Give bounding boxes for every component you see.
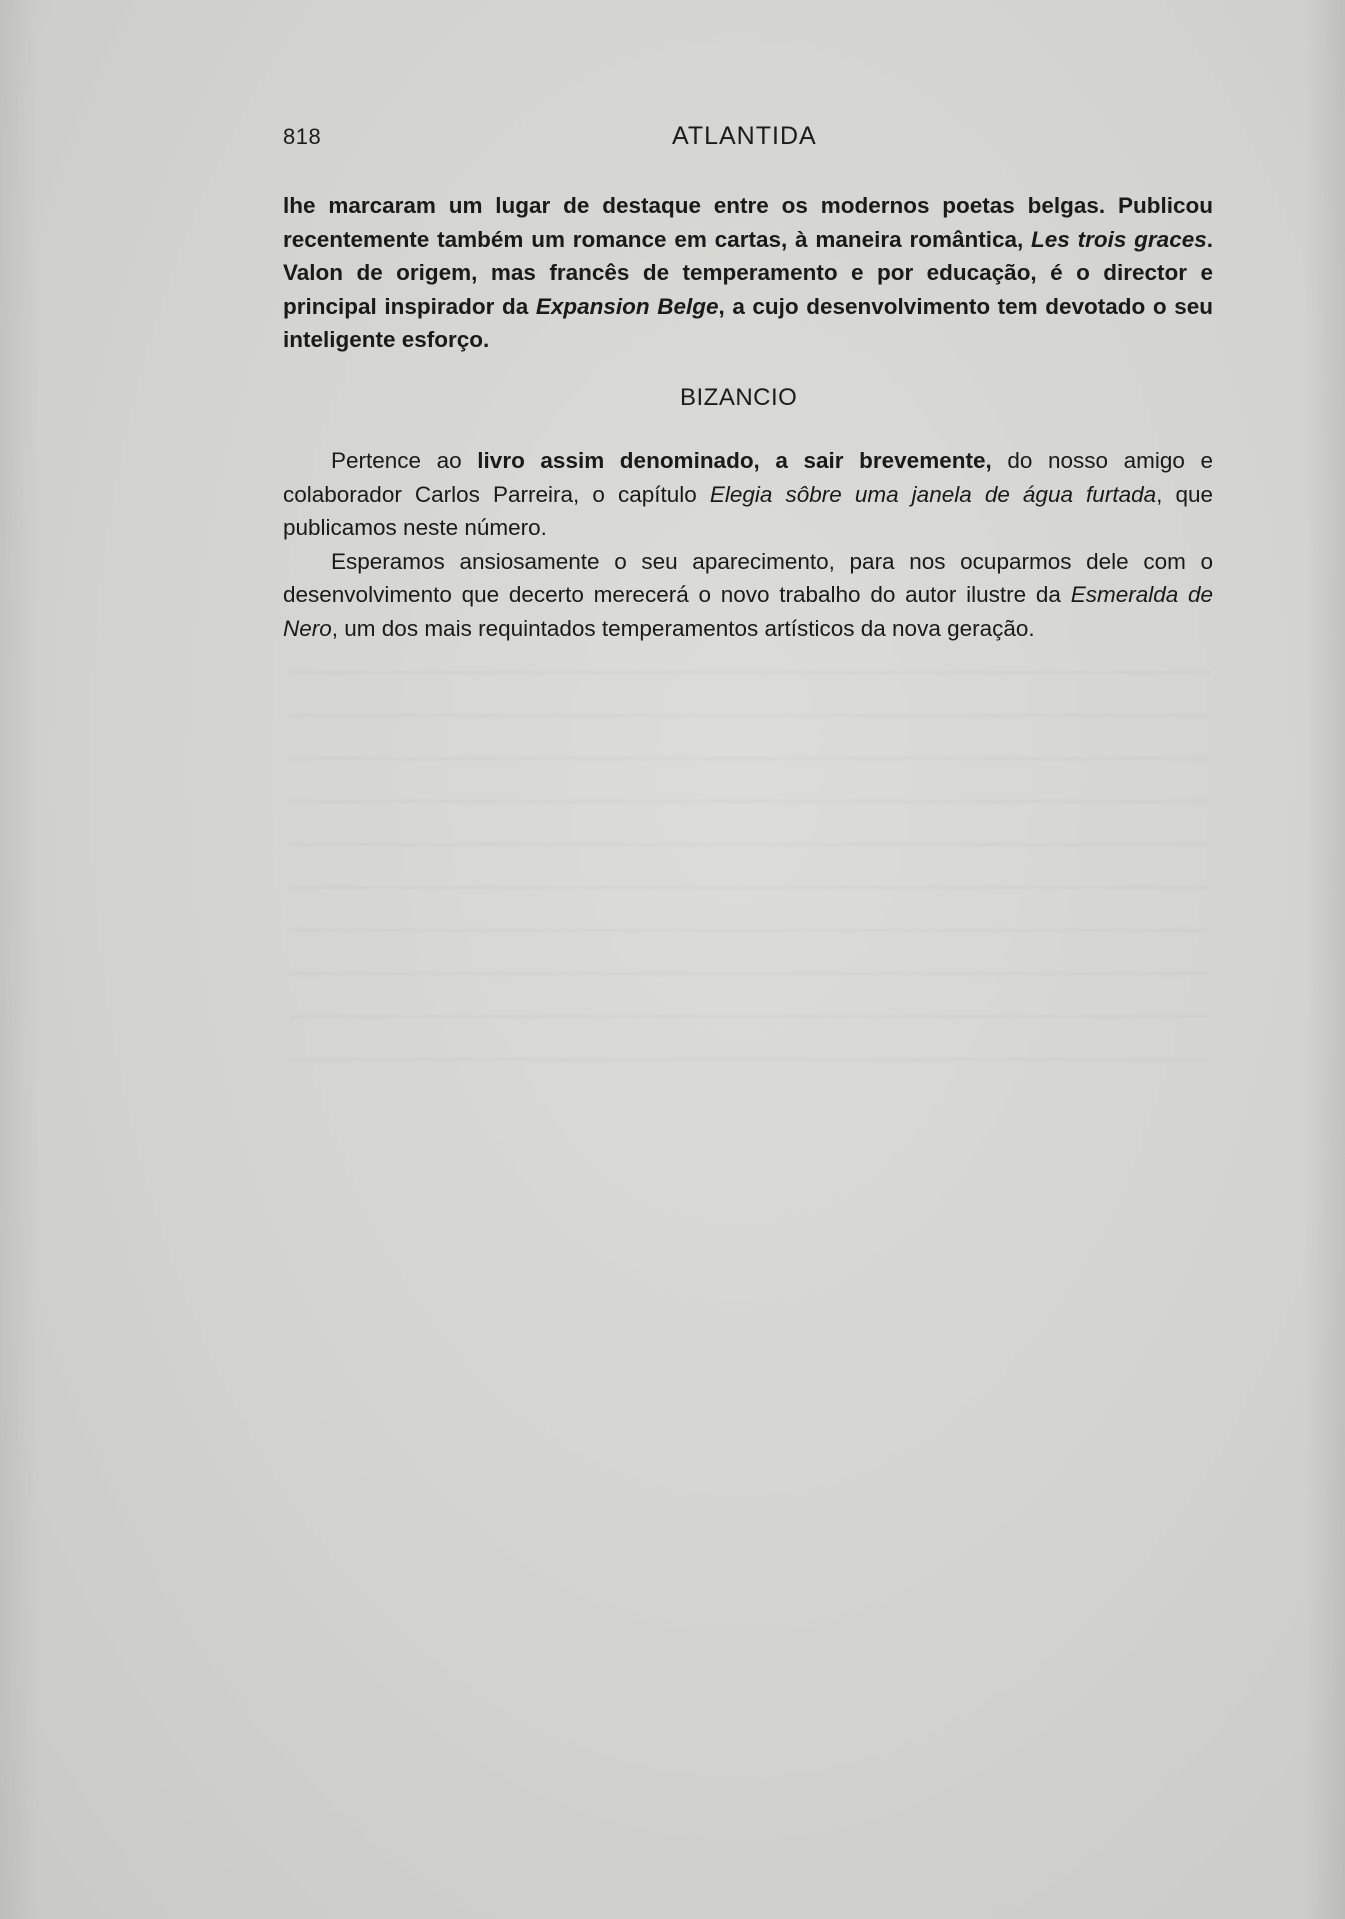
- book-title-les-trois-graces: Les trois graces: [1031, 226, 1207, 252]
- intro-text-1: lhe marcaram um lugar de destaque entre os modernos poetas belgas. Publicou recentemente também um romance em cartas, à maneira romântica,: [283, 193, 1213, 252]
- section-heading: BIZANCIO: [680, 384, 798, 411]
- para1-text-1: Pertence ao: [331, 448, 478, 473]
- section-body: [283, 444, 1213, 645]
- para1-text-2: do nosso amigo e colaborador Carlos Parreira, o capítulo: [283, 448, 1213, 507]
- intro-text-3: , a cujo desenvolvimento tem devotado o seu inteligente esforço.: [283, 293, 1213, 352]
- page-number: 818: [283, 124, 322, 149]
- bleed-through-texture: [290, 640, 1210, 1070]
- chapter-title-elegia: Elegia sôbre uma janela de água furtada: [709, 481, 1157, 507]
- para1-bold-text: livro assim denominado, a sair brevemente,: [477, 448, 992, 473]
- intro-text-2: . Valon de origem, mas francês de temperamento e por educação, é o director e principal inspirador da: [283, 226, 1214, 319]
- magazine-title-expansion-belge: Expansion Belge: [535, 293, 719, 319]
- page-edge-shadow-right: [1305, 0, 1345, 1919]
- para2-text-1: Esperamos ansiosamente o seu aparecimento, para nos ocuparmos dele com o desenvolvimento que decerto merecerá o novo trabalho do autor ilustre da: [283, 548, 1213, 607]
- page-header: [283, 124, 1178, 158]
- para1-text-3: , que publicamos neste número.: [283, 481, 1213, 540]
- section-paragraph-2: [283, 545, 1213, 646]
- work-title-esmeralda-de-nero: Esmeralda de Nero: [283, 582, 1214, 641]
- para2-text-2: , um dos mais requintados temperamentos artísticos da nova geração.: [331, 615, 1035, 641]
- page-edge-shadow-left: [0, 0, 40, 1919]
- intro-paragraph: [283, 189, 1213, 357]
- running-title: ATLANTIDA: [672, 122, 817, 150]
- section-paragraph-1: [283, 444, 1213, 545]
